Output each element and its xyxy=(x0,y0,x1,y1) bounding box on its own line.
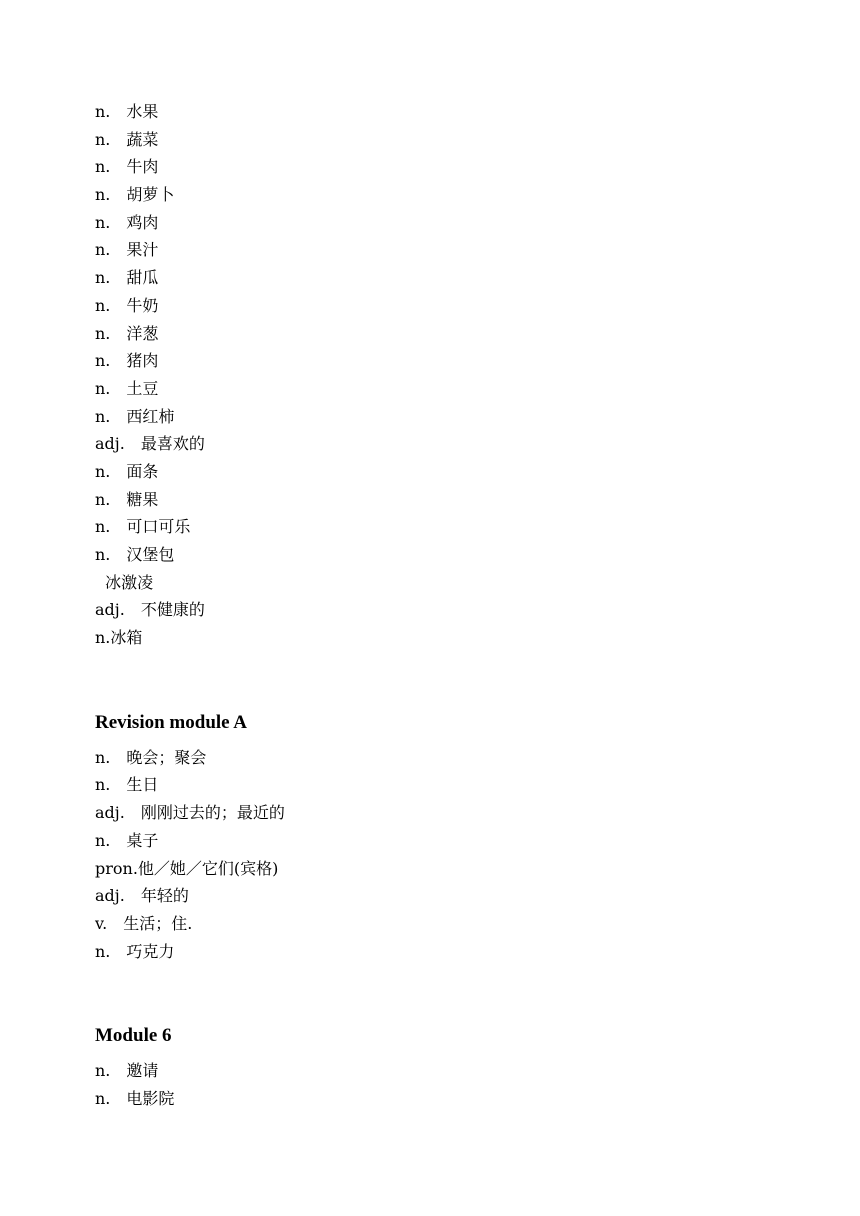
vocab-entry: n. 洋葱 xyxy=(95,323,159,343)
vocab-entry: n. 蔬菜 xyxy=(95,129,159,149)
vocab-list-section1 xyxy=(95,98,795,652)
vocab-entry: n. 鸡肉 xyxy=(95,212,159,232)
vocab-entry: n.冰箱 xyxy=(95,628,143,648)
vocab-entry: n. 土豆 xyxy=(95,378,159,398)
vocab-entry: n. 晚会；聚会 xyxy=(95,747,207,767)
vocab-entry: n. 桌子 xyxy=(95,830,159,850)
vocab-entry: n. 邀请 xyxy=(95,1061,159,1081)
vocab-entry: n. 牛肉 xyxy=(95,157,159,177)
vocab-entry: n. 果汁 xyxy=(95,240,159,260)
vocab-entry: n. 甜瓜 xyxy=(95,268,159,288)
vocab-entry: n. 猪肉 xyxy=(95,351,159,371)
vocab-entry: v. 生活；住. xyxy=(95,913,193,933)
vocab-entry: adj. 不健康的 xyxy=(95,600,205,620)
vocab-entry: 冰激凌 xyxy=(95,572,154,592)
vocab-entry: n. 可口可乐 xyxy=(95,517,191,537)
vocab-entry: n. 电影院 xyxy=(95,1088,175,1108)
document-page xyxy=(95,98,795,1113)
vocab-entry: n. 生日 xyxy=(95,775,159,795)
vocab-entry: adj. 最喜欢的 xyxy=(95,434,205,454)
vocab-entry: n. 胡萝卜 xyxy=(95,185,175,205)
vocab-entry: n. 糖果 xyxy=(95,489,159,509)
vocab-entry: n. 面条 xyxy=(95,461,159,481)
section-heading-revision-module-a: Revision module A xyxy=(95,711,248,733)
section-heading-module-6: Module 6 xyxy=(95,1025,172,1047)
vocab-list-section3 xyxy=(95,1057,795,1112)
vocab-entry: n. 巧克力 xyxy=(95,941,175,961)
vocab-entry: adj. 刚刚过去的；最近的 xyxy=(95,803,285,823)
vocab-list-section2 xyxy=(95,744,795,966)
vocab-entry: n. 牛奶 xyxy=(95,295,159,315)
vocab-entry: n. 西红柿 xyxy=(95,406,175,426)
vocab-entry: n. 汉堡包 xyxy=(95,545,175,564)
vocab-entry: adj. 年轻的 xyxy=(95,886,189,906)
vocab-entry: pron.他／她／它们(宾格) xyxy=(95,858,279,878)
vocab-entry: n. 水果 xyxy=(95,102,159,121)
